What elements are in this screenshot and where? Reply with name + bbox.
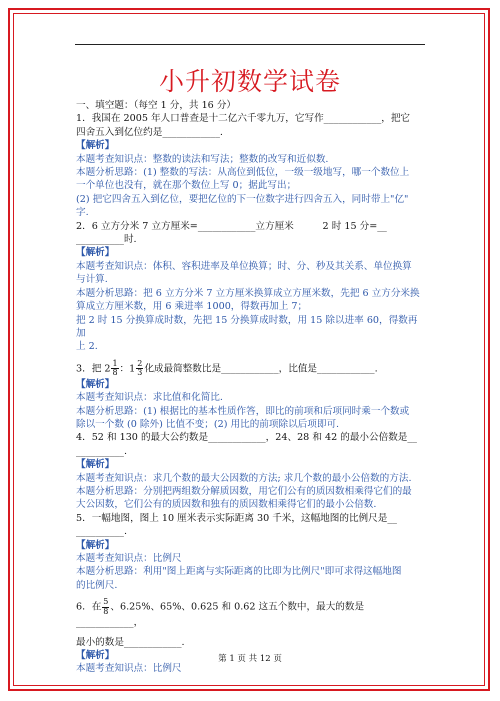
q3-analysis-1: 本题考查知识点：求比值和化简比.: [76, 392, 223, 404]
analysis-label: 【解析】: [76, 539, 115, 551]
analysis-label: 【解析】: [76, 140, 115, 152]
q5-analysis-2: 本题分析思路：利用"图上距离与实际距离的比即为比例尺"即可求得这幅地图: [76, 566, 402, 578]
q2-analysis-1: 本题考查知识点：体积、容积进率及单位换算；时、分、秒及其关系、单位换算: [76, 260, 412, 272]
q3-middle: ：1: [119, 363, 136, 375]
q1-analysis-4: (2) 把它四舍五入到亿位，要把亿位的下一位数字进行四舍五入，同时带上"亿": [76, 193, 409, 205]
q3-prefix: 3．把 2: [76, 363, 111, 375]
question-1-line-1: 1．我国在 2005 年人口普查是十二亿六千零九万，它写作____________，把它: [76, 113, 411, 125]
question-4-line-2: __________.: [76, 445, 128, 457]
q6-prefix: 6．在: [76, 601, 102, 613]
header-rule: [75, 44, 425, 45]
q2-analysis-4: 算成立方厘米数，用 6 乘进率 1000，得数再加上 7；: [76, 301, 308, 313]
q2-analysis-5: 把 2 时 15 分换算成时数，先把 15 分换算成时数，用 15 除以进率 60，得数再加: [76, 314, 418, 339]
question-2-line-1: 2．6 立方分米 7 立方厘米=____________立方厘米 2 时 15 分=__: [76, 220, 387, 232]
q5-analysis-1: 本题考查知识点：比例尺: [76, 553, 182, 564]
q5-analysis-3: 的比例尺.: [76, 579, 118, 591]
question-6-line-1: [76, 598, 426, 629]
question-3: [76, 360, 426, 378]
question-1-line-2: 四舍五入到亿位约是____________.: [76, 126, 223, 138]
analysis-label: 【解析】: [76, 650, 115, 662]
q3-analysis-3: 除以一个数 (0 除外) 比值不变；(2) 用比的前项除以后项即可.: [76, 418, 340, 430]
q2-analysis-2: 与计算.: [76, 274, 108, 286]
fraction: $\frac{2}{3}$: [137, 358, 143, 378]
question-5-line-1: 5．一幅地图，图上 10 厘米表示实际距离 30 千米，这幅地图的比例尺是__: [76, 512, 397, 524]
q1-analysis-5: 字.: [76, 207, 89, 219]
q1-analysis-2: 本题分析思路：(1) 整数的写法：从高位到低位，一级一级地写，哪一个数位上: [76, 167, 410, 179]
analysis-label: 【解析】: [76, 378, 115, 390]
question-5-line-2: __________.: [76, 526, 128, 538]
q4-analysis-2: 本题分析思路：分别把两组数分解质因数，用它们公有的质因数相乘得它们的最: [76, 485, 412, 497]
q3-suffix: 化成最简整数比是____________，比值是____________.: [144, 363, 378, 375]
question-4-line-1: 4．52 和 130 的最大公约数是____________，24、28 和 42 的最小公倍数是__: [76, 432, 417, 444]
q6-suffix: 、6.25%、65%、0.625 和 0.62 这五个数中，最大的数是____________，: [76, 601, 365, 629]
q2-analysis-3: 本题分析思路：把 6 立方分米 7 立方厘米换算成立方厘米数，先把 6 立方分米换: [76, 287, 420, 299]
q1-analysis-1: 本题考查知识点：整数的读法和写法；整数的改写和近似数.: [76, 153, 329, 165]
page-number: 第 1 页 共 12 页: [218, 654, 282, 664]
question-2-line-2: __________时.: [76, 234, 137, 246]
fraction: $\frac{1}{8}$: [112, 358, 118, 378]
q4-analysis-3: 大公因数，它们公有的质因数和独有的质因数相乘得它们的最小公倍数.: [76, 499, 377, 511]
question-content: [76, 99, 426, 676]
q3-analysis-2: 本题分析思路：(1) 根据比的基本性质作答，即比的前项和后项同时乘一个数或: [76, 405, 410, 417]
q4-analysis-1: 本题考查知识点：求几个数的最大公因数的方法; 求几个数的最小公倍数的方法.: [76, 472, 412, 484]
fraction: $\frac{5}{8}$: [103, 597, 109, 616]
page-title: 小升初数学试卷: [158, 67, 341, 96]
section-heading: 一、填空题：（每空 1 分，共 16 分）: [76, 100, 237, 111]
analysis-label: 【解析】: [76, 459, 115, 471]
q2-analysis-6: 上 2.: [76, 341, 98, 353]
q1-analysis-3: 一个单位也没有，就在那个数位上写 0；据此写出；: [76, 180, 297, 192]
analysis-label: 【解析】: [76, 247, 115, 259]
question-6-line-2: 最小的数是____________.: [76, 636, 185, 648]
q6-analysis-1: 本题考查知识点：比例尺: [76, 663, 182, 675]
